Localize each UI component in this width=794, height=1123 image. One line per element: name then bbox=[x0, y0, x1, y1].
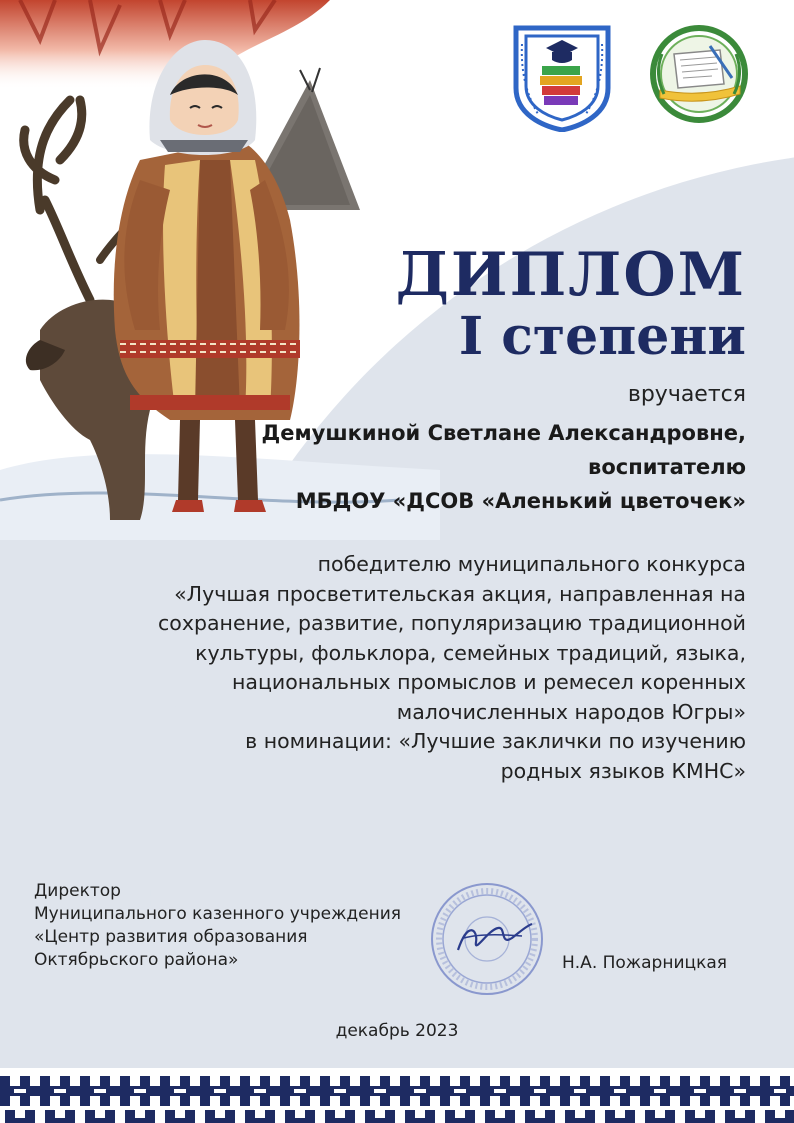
official-stamp bbox=[428, 880, 546, 998]
awarded-text: вручается bbox=[627, 382, 746, 407]
recipient-block bbox=[106, 416, 746, 518]
signatory-title bbox=[34, 880, 454, 972]
signatory-line: «Центр развития образования bbox=[34, 927, 308, 947]
award-description bbox=[46, 550, 746, 786]
body-line: сохранение, развитие, популяризацию традиционной bbox=[158, 611, 746, 635]
signatory-line: Октябрьского района» bbox=[34, 950, 239, 970]
body-line: «Лучшая просветительская акция, направленная на bbox=[174, 581, 746, 606]
recipient-position: воспитателю bbox=[588, 455, 746, 479]
body-line: малочисленных народов Югры» bbox=[396, 699, 746, 724]
signatory-line: Директор bbox=[34, 881, 121, 901]
issue-date: декабрь 2023 bbox=[335, 1021, 459, 1041]
development-center-emblem bbox=[640, 24, 758, 124]
body-line: культуры, фольклора, семейных традиций, языка, bbox=[195, 640, 746, 665]
body-line: родных языков КМНС» bbox=[500, 758, 746, 783]
body-line: в номинации: «Лучшие заклички по изучению bbox=[245, 729, 746, 753]
body-line: национальных промыслов и ремесел коренных bbox=[231, 670, 746, 694]
recipient-organization: МБДОУ «ДСОВ «Аленький цветочек» bbox=[295, 489, 746, 513]
recipient-name: Демушкиной Светлане Александровне, bbox=[261, 421, 746, 445]
title-line-2: I степени bbox=[458, 306, 746, 367]
title-line-1: ДИПЛОМ bbox=[395, 240, 746, 310]
signatory-line: Муниципального казенного учреждения bbox=[34, 904, 402, 924]
education-committee-logo bbox=[512, 24, 612, 132]
ornament-border bbox=[0, 1068, 794, 1123]
body-line: победителю муниципального конкурса bbox=[317, 552, 746, 576]
diploma-title bbox=[326, 240, 746, 367]
signer-name: Н.А. Пожарницкая bbox=[562, 953, 727, 973]
